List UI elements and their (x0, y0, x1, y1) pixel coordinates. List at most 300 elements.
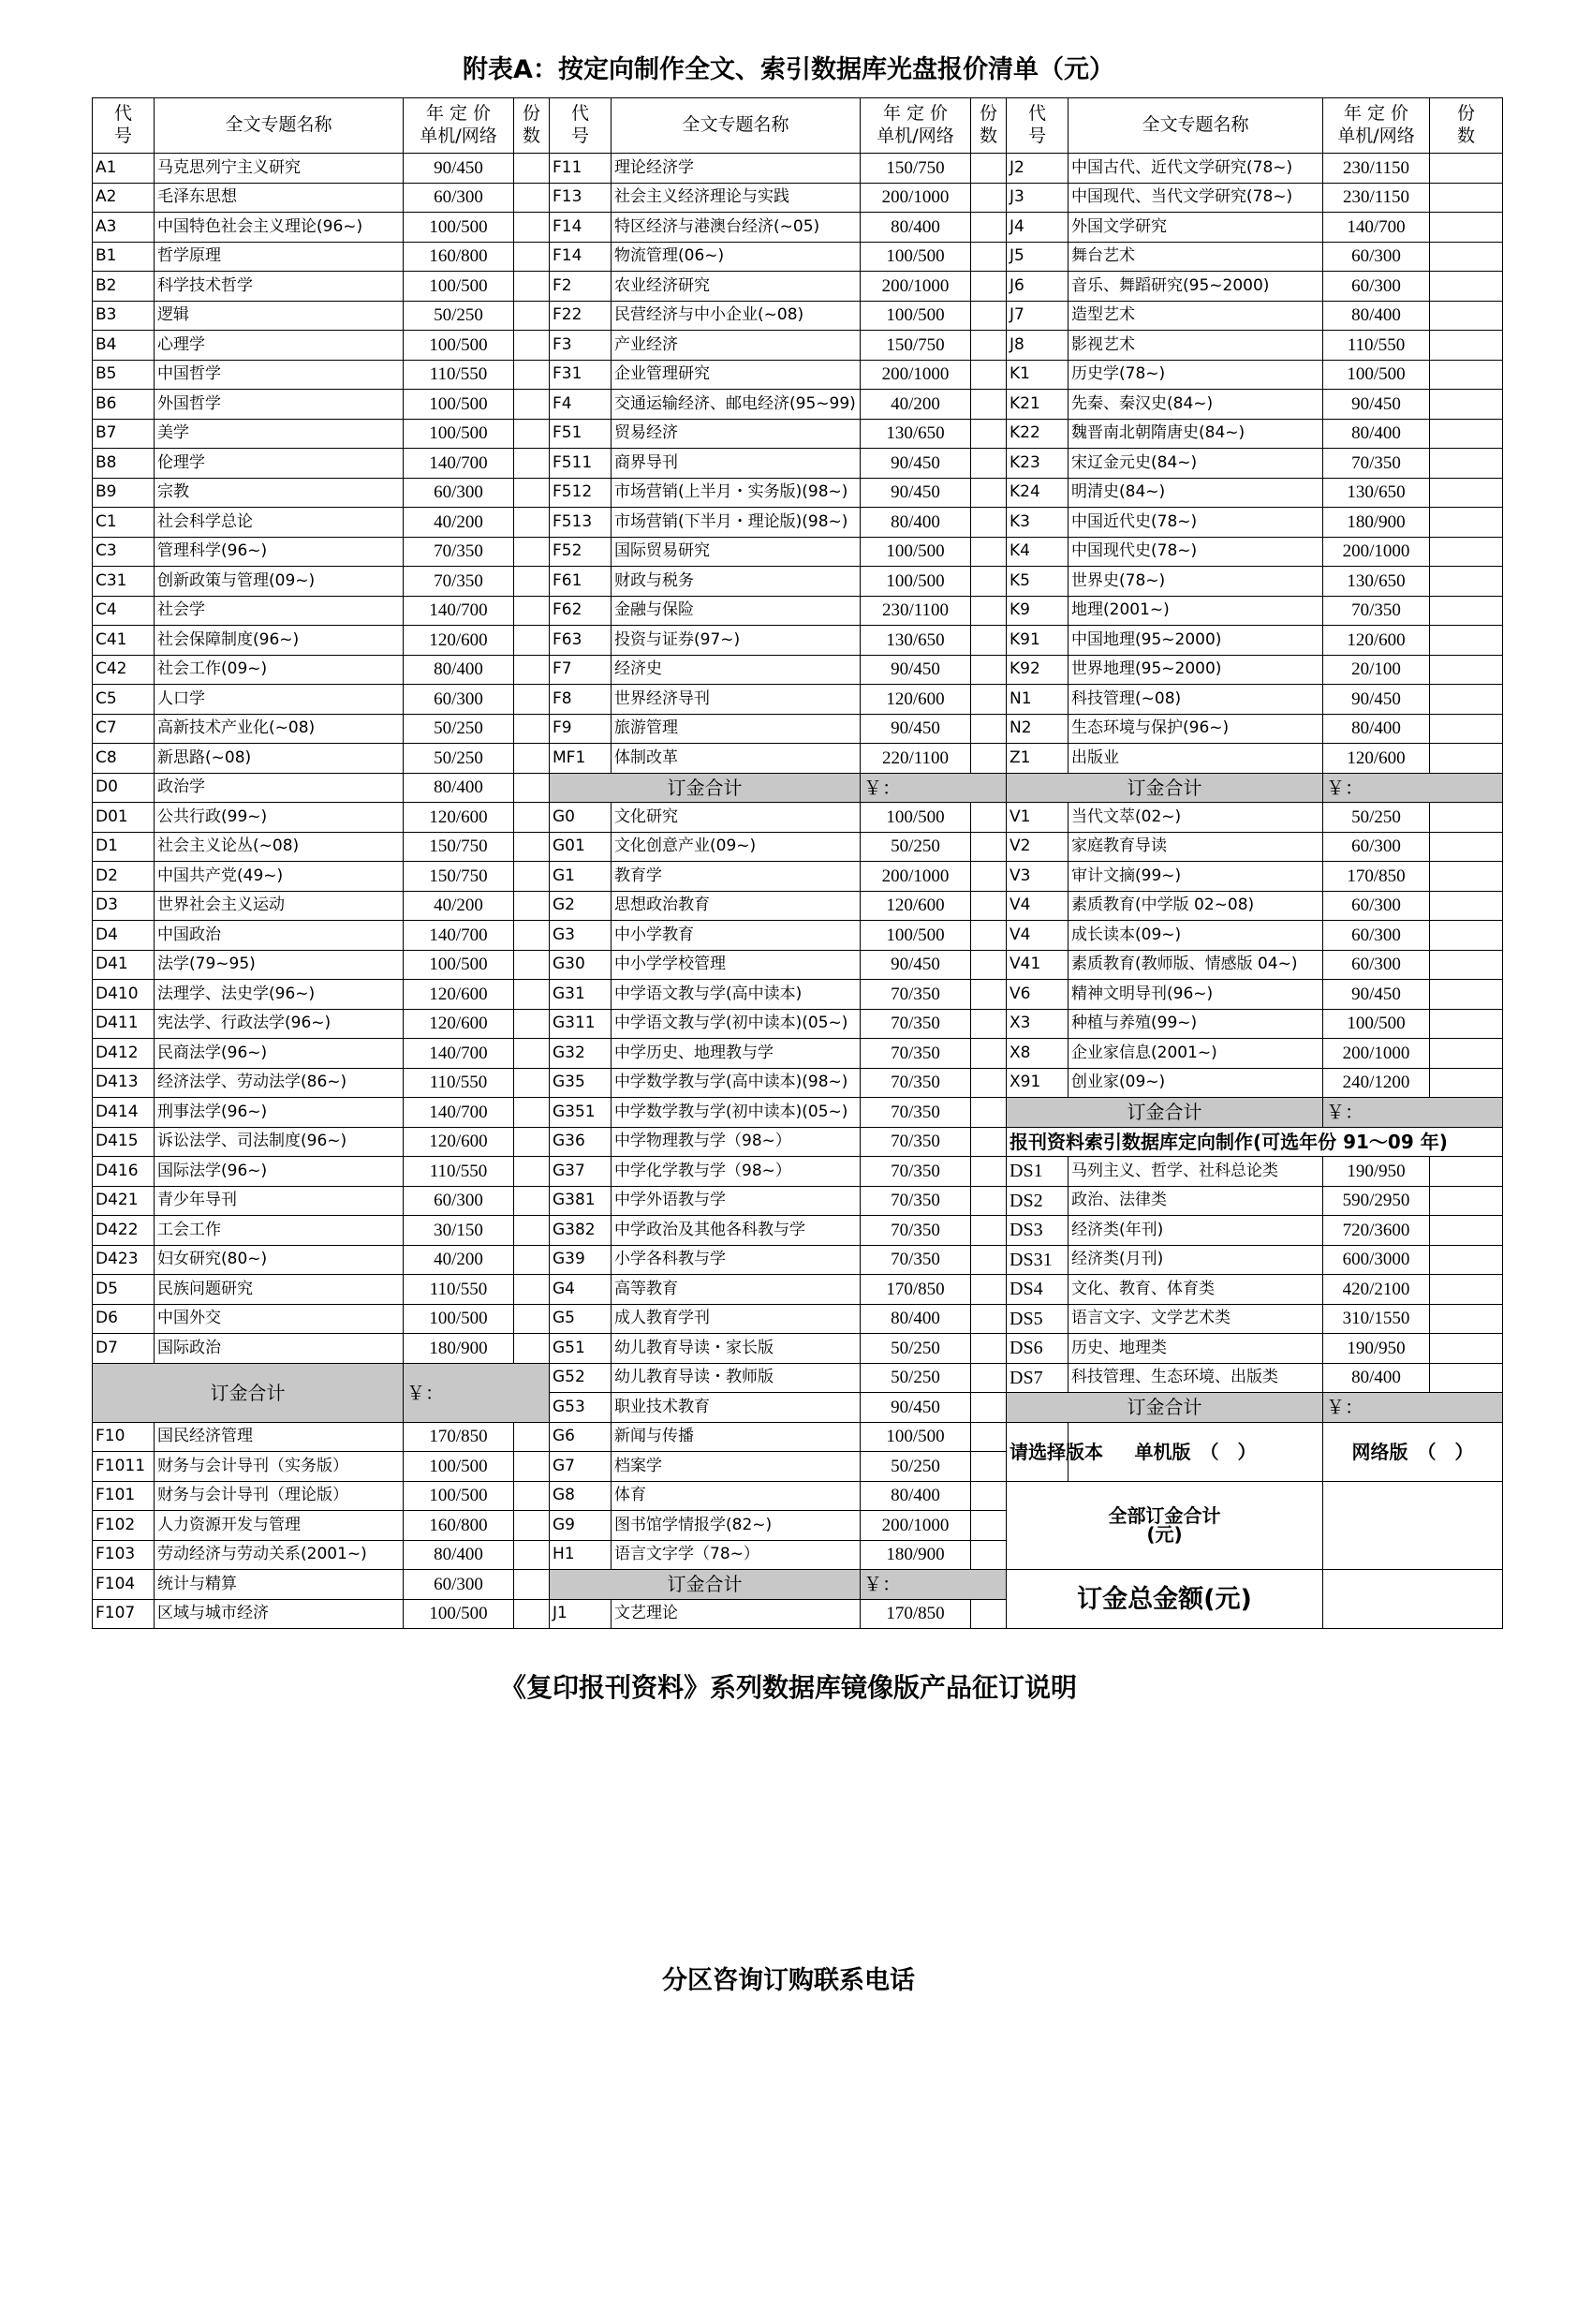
col3-code: K5 (1007, 567, 1069, 597)
col3-name: 审计文摘(99~) (1069, 862, 1323, 892)
table-row (93, 1098, 1503, 1128)
index-db-name: 语言文字、文学艺术类 (1069, 1304, 1323, 1334)
col1-price: 140/700 (404, 449, 514, 479)
all-total-label: 全部订金合计 (元) (1007, 1481, 1323, 1570)
col3-code: K9 (1007, 596, 1069, 626)
col2-qty[interactable] (971, 832, 1007, 862)
col1-qty[interactable] (514, 419, 550, 449)
col2-code: G37 (550, 1157, 612, 1187)
col3-name: 科技管理(~08) (1069, 685, 1323, 715)
col1-qty[interactable] (514, 1127, 550, 1157)
col2-qty[interactable] (971, 626, 1007, 656)
col3-price: 80/400 (1323, 714, 1430, 744)
col1-qty[interactable] (514, 803, 550, 833)
index-db-qty[interactable] (1430, 1275, 1503, 1305)
col1-qty[interactable] (514, 1599, 550, 1629)
col3-qty[interactable] (1430, 567, 1503, 597)
col1-qty[interactable] (514, 1304, 550, 1334)
col3-qty[interactable] (1430, 213, 1503, 243)
index-db-qty[interactable] (1430, 1157, 1503, 1187)
col1-code: D412 (93, 1039, 155, 1069)
col3-code: V6 (1007, 980, 1069, 1010)
col3-qty[interactable] (1430, 921, 1503, 951)
col2-price: 100/500 (861, 242, 971, 272)
index-db-qty[interactable] (1430, 1186, 1503, 1216)
col1-qty[interactable] (514, 1481, 550, 1511)
col1-name: 法学(79~95) (155, 950, 404, 980)
col3-price: 200/1000 (1323, 537, 1430, 567)
col3-price: 50/250 (1323, 803, 1430, 833)
col1-qty[interactable] (514, 832, 550, 862)
col1-code: F102 (93, 1511, 155, 1541)
col2-code: G6 (550, 1422, 612, 1452)
contact-title: 分区咨询订购联系电话 (662, 1966, 915, 1995)
col2-price: 70/350 (861, 1157, 971, 1187)
index-db-qty[interactable] (1430, 1334, 1503, 1364)
col1-qty[interactable] (514, 242, 550, 272)
col3-name: 音乐、舞蹈研究(95~2000) (1069, 272, 1323, 302)
col1-code: D2 (93, 862, 155, 892)
col2-qty[interactable] (971, 183, 1007, 213)
col2-qty[interactable] (971, 685, 1007, 715)
col1-qty[interactable] (514, 1422, 550, 1452)
col2-qty[interactable] (971, 1157, 1007, 1187)
col2-qty[interactable] (971, 1216, 1007, 1246)
table-row (93, 1481, 1503, 1511)
col1-qty[interactable] (514, 508, 550, 538)
col1-price: 70/350 (404, 567, 514, 597)
col1-qty[interactable] (514, 537, 550, 567)
col2-qty[interactable] (971, 301, 1007, 331)
col1-code: D421 (93, 1186, 155, 1216)
col1-name: 中国特色社会主义理论(96~) (155, 213, 404, 243)
col2-qty[interactable] (971, 921, 1007, 951)
col3-price: 60/300 (1323, 242, 1430, 272)
col1-code: D1 (93, 832, 155, 862)
col3-qty[interactable] (1430, 803, 1503, 833)
col1-code: D414 (93, 1098, 155, 1128)
col1-qty[interactable] (514, 478, 550, 508)
col3-subtotal-value[interactable]: ￥： (1323, 773, 1503, 803)
col2-name: 档案学 (612, 1452, 861, 1482)
col2-qty[interactable] (971, 1275, 1007, 1305)
col2-qty[interactable] (971, 1304, 1007, 1334)
col1-qty[interactable] (514, 360, 550, 390)
col3-qty[interactable] (1430, 449, 1503, 479)
index-db-code: DS2 (1007, 1186, 1069, 1216)
table-row (93, 744, 1503, 774)
col2-name: 成人教育学刊 (612, 1304, 861, 1334)
col2-name: 文化创意产业(09~) (612, 832, 861, 862)
col2-qty[interactable] (971, 596, 1007, 626)
index-db-qty[interactable] (1430, 1304, 1503, 1334)
grand-total-value[interactable] (1323, 1570, 1503, 1629)
price-table (92, 97, 1503, 1629)
col1-qty[interactable] (514, 596, 550, 626)
col3-qty[interactable] (1430, 360, 1503, 390)
col2-qty[interactable] (971, 360, 1007, 390)
index-db-qty[interactable] (1430, 1245, 1503, 1275)
col2-subtotal-value[interactable]: ￥： (861, 1570, 1007, 1600)
index-subtotal-value[interactable]: ￥： (1323, 1393, 1503, 1423)
col2-qty[interactable] (971, 331, 1007, 361)
col1-price: 120/600 (404, 1009, 514, 1039)
col1-qty[interactable] (514, 891, 550, 921)
col2-name: 贸易经济 (612, 419, 861, 449)
col3-qty[interactable] (1430, 537, 1503, 567)
col2-qty[interactable] (971, 390, 1007, 420)
col3-price: 90/450 (1323, 980, 1430, 1010)
col1-name: 财务与会计导刊（理论版） (155, 1481, 404, 1511)
col1-code: B5 (93, 360, 155, 390)
col3-qty[interactable] (1430, 891, 1503, 921)
single-version-option[interactable]: 单机版 （ ） (1069, 1422, 1323, 1481)
col2-price: 170/850 (861, 1275, 971, 1305)
col2-code: G01 (550, 832, 612, 862)
col1-price: 140/700 (404, 1098, 514, 1128)
col2-qty[interactable] (971, 1363, 1007, 1393)
col1-price: 140/700 (404, 1039, 514, 1069)
col1-qty[interactable] (514, 862, 550, 892)
col1-qty[interactable] (514, 1570, 550, 1600)
col3-qty[interactable] (1430, 301, 1503, 331)
col3-subtotal-value[interactable]: ￥： (1323, 1098, 1503, 1128)
col2-qty[interactable] (971, 744, 1007, 774)
col1-qty[interactable] (514, 921, 550, 951)
col2-name: 国际贸易研究 (612, 537, 861, 567)
col2-price: 90/450 (861, 1393, 971, 1423)
col2-qty[interactable] (971, 449, 1007, 479)
col3-qty[interactable] (1430, 950, 1503, 980)
col2-qty[interactable] (971, 1452, 1007, 1482)
col3-price: 20/100 (1323, 655, 1430, 685)
table-row (93, 449, 1503, 479)
col1-qty[interactable] (514, 655, 550, 685)
col2-qty[interactable] (971, 655, 1007, 685)
col2-qty[interactable] (971, 1511, 1007, 1541)
col1-qty[interactable] (514, 1009, 550, 1039)
col2-price: 100/500 (861, 537, 971, 567)
col2-price: 50/250 (861, 832, 971, 862)
col1-qty[interactable] (514, 980, 550, 1010)
col1-qty[interactable] (514, 1540, 550, 1570)
col2-code: G8 (550, 1481, 612, 1511)
col1-name: 社会保障制度(96~) (155, 626, 404, 656)
col3-price: 200/1000 (1323, 1039, 1430, 1069)
col3-subtotal-label: 订金合计 (1007, 1098, 1323, 1128)
col2-qty[interactable] (971, 1599, 1007, 1629)
index-db-name: 经济类(年刊) (1069, 1216, 1323, 1246)
col2-name: 金融与保险 (612, 596, 861, 626)
col2-price: 90/450 (861, 655, 971, 685)
col2-name: 体育 (612, 1481, 861, 1511)
col3-price: 60/300 (1323, 891, 1430, 921)
col3-code: X8 (1007, 1039, 1069, 1069)
index-db-name: 政治、法律类 (1069, 1186, 1323, 1216)
col2-qty[interactable] (971, 1481, 1007, 1511)
col3-qty[interactable] (1430, 744, 1503, 774)
col3-code: K1 (1007, 360, 1069, 390)
col1-qty[interactable] (514, 272, 550, 302)
col2-qty[interactable] (971, 419, 1007, 449)
col2-price: 100/500 (861, 567, 971, 597)
col1-qty[interactable] (514, 950, 550, 980)
col1-qty[interactable] (514, 1245, 550, 1275)
col1-code: D4 (93, 921, 155, 951)
col2-price: 100/500 (861, 803, 971, 833)
col1-qty[interactable] (514, 213, 550, 243)
col1-qty[interactable] (514, 626, 550, 656)
table-row (93, 1245, 1503, 1275)
col2-subtotal-value[interactable]: ￥： (861, 773, 1007, 803)
col1-qty[interactable] (514, 449, 550, 479)
col1-qty[interactable] (514, 331, 550, 361)
col2-qty[interactable] (971, 1245, 1007, 1275)
col1-code: D5 (93, 1275, 155, 1305)
index-db-code: DS3 (1007, 1216, 1069, 1246)
col1-name: 社会主义论丛(~08) (155, 832, 404, 862)
col2-qty[interactable] (971, 803, 1007, 833)
col2-qty[interactable] (971, 242, 1007, 272)
col3-code: K4 (1007, 537, 1069, 567)
col2-name: 中学历史、地理教与学 (612, 1039, 861, 1069)
col2-qty[interactable] (971, 1127, 1007, 1157)
col1-code: C1 (93, 508, 155, 538)
col1-code: B2 (93, 272, 155, 302)
col3-price: 130/650 (1323, 478, 1430, 508)
col2-price: 130/650 (861, 626, 971, 656)
col2-code: G9 (550, 1511, 612, 1541)
col2-code: G32 (550, 1039, 612, 1069)
col1-name: 科学技术哲学 (155, 272, 404, 302)
col3-qty[interactable] (1430, 272, 1503, 302)
col1-qty[interactable] (514, 1186, 550, 1216)
col2-qty[interactable] (971, 980, 1007, 1010)
header-name: 全文专题名称 (155, 98, 404, 154)
col2-code: F3 (550, 331, 612, 361)
col1-qty[interactable] (514, 567, 550, 597)
col3-qty[interactable] (1430, 626, 1503, 656)
col3-qty[interactable] (1430, 1009, 1503, 1039)
col1-price: 120/600 (404, 803, 514, 833)
table-row (93, 1422, 1503, 1452)
col3-price: 170/850 (1323, 862, 1430, 892)
col2-name: 体制改革 (612, 744, 861, 774)
col2-qty[interactable] (971, 478, 1007, 508)
col3-code: K91 (1007, 626, 1069, 656)
col1-code: D3 (93, 891, 155, 921)
col3-qty[interactable] (1430, 478, 1503, 508)
col1-price: 100/500 (404, 1452, 514, 1482)
section-title: 《复印报刊资料》系列数据库镜像版产品征订说明 (499, 1672, 1077, 1703)
col2-name: 财政与税务 (612, 567, 861, 597)
index-db-qty[interactable] (1430, 1363, 1503, 1393)
col1-price: 140/700 (404, 596, 514, 626)
table-row (93, 1009, 1503, 1039)
col3-qty[interactable] (1430, 685, 1503, 715)
col2-name: 新闻与传播 (612, 1422, 861, 1452)
col3-qty[interactable] (1430, 508, 1503, 538)
col3-qty[interactable] (1430, 714, 1503, 744)
col1-code: D423 (93, 1245, 155, 1275)
col3-code: J3 (1007, 183, 1069, 213)
col1-name: 伦理学 (155, 449, 404, 479)
col2-code: F62 (550, 596, 612, 626)
table-row (93, 714, 1503, 744)
col2-name: 商界导刊 (612, 449, 861, 479)
col2-qty[interactable] (971, 213, 1007, 243)
col3-qty[interactable] (1430, 154, 1503, 184)
col1-name: 外国哲学 (155, 390, 404, 420)
col1-price: 60/300 (404, 478, 514, 508)
table-row (93, 596, 1503, 626)
col3-qty[interactable] (1430, 331, 1503, 361)
col1-price: 100/500 (404, 950, 514, 980)
col2-code: F13 (550, 183, 612, 213)
col1-qty[interactable] (514, 1216, 550, 1246)
col1-qty[interactable] (514, 685, 550, 715)
col2-price: 90/450 (861, 449, 971, 479)
col1-qty[interactable] (514, 1098, 550, 1128)
col3-name: 世界史(78~) (1069, 567, 1323, 597)
table-row (93, 1570, 1503, 1600)
table-row (93, 773, 1503, 803)
col3-name: 中国近代史(78~) (1069, 508, 1323, 538)
table-row (93, 242, 1503, 272)
col2-qty[interactable] (971, 508, 1007, 538)
col3-code: N2 (1007, 714, 1069, 744)
col2-price: 90/450 (861, 478, 971, 508)
col1-qty[interactable] (514, 773, 550, 803)
col1-name: 刑事法学(96~) (155, 1098, 404, 1128)
col1-qty[interactable] (514, 1334, 550, 1364)
all-total-value[interactable] (1323, 1481, 1503, 1570)
col3-qty[interactable] (1430, 419, 1503, 449)
col2-price: 50/250 (861, 1363, 971, 1393)
col3-qty[interactable] (1430, 980, 1503, 1010)
col3-qty[interactable] (1430, 242, 1503, 272)
col2-qty[interactable] (971, 862, 1007, 892)
col1-name: 宪法学、行政法学(96~) (155, 1009, 404, 1039)
col3-qty[interactable] (1430, 862, 1503, 892)
col2-code: G3 (550, 921, 612, 951)
col2-qty[interactable] (971, 1422, 1007, 1452)
col1-code: B1 (93, 242, 155, 272)
col1-price: 80/400 (404, 1540, 514, 1570)
col1-subtotal-value[interactable]: ￥： (404, 1363, 550, 1422)
network-version-option[interactable]: 网络版 （ ） (1323, 1422, 1503, 1481)
col2-code: G36 (550, 1127, 612, 1157)
version-label: 请选择版本 (1007, 1422, 1069, 1481)
col1-qty[interactable] (514, 1452, 550, 1482)
col3-qty[interactable] (1430, 1068, 1503, 1098)
col1-qty[interactable] (514, 1157, 550, 1187)
col2-qty[interactable] (971, 1393, 1007, 1423)
col3-qty[interactable] (1430, 183, 1503, 213)
col1-code: D410 (93, 980, 155, 1010)
col2-price: 70/350 (861, 1186, 971, 1216)
col2-qty[interactable] (971, 567, 1007, 597)
col3-qty[interactable] (1430, 390, 1503, 420)
col2-qty[interactable] (971, 272, 1007, 302)
col1-price: 30/150 (404, 1216, 514, 1246)
col2-qty[interactable] (971, 891, 1007, 921)
col2-qty[interactable] (971, 1186, 1007, 1216)
col1-code: D41 (93, 950, 155, 980)
col1-qty[interactable] (514, 744, 550, 774)
col1-qty[interactable] (514, 1511, 550, 1541)
col3-price: 70/350 (1323, 596, 1430, 626)
col1-price: 110/550 (404, 360, 514, 390)
col2-qty[interactable] (971, 154, 1007, 184)
col2-name: 幼儿教育导读・教师版 (612, 1363, 861, 1393)
col2-qty[interactable] (971, 1540, 1007, 1570)
index-db-price: 80/400 (1323, 1363, 1430, 1393)
col2-price: 150/750 (861, 154, 971, 184)
col1-qty[interactable] (514, 390, 550, 420)
col2-qty[interactable] (971, 950, 1007, 980)
col1-code: B3 (93, 301, 155, 331)
page-title: 附表A：按定向制作全文、索引数据库光盘报价清单（元） (463, 55, 1114, 84)
col1-name: 中国哲学 (155, 360, 404, 390)
col2-price: 70/350 (861, 1009, 971, 1039)
col3-code: V4 (1007, 891, 1069, 921)
col2-qty[interactable] (971, 537, 1007, 567)
col2-qty[interactable] (971, 1068, 1007, 1098)
col3-price: 70/350 (1323, 449, 1430, 479)
col2-qty[interactable] (971, 1039, 1007, 1069)
col2-price: 70/350 (861, 1039, 971, 1069)
col3-price: 60/300 (1323, 272, 1430, 302)
col1-code: C4 (93, 596, 155, 626)
col3-qty[interactable] (1430, 832, 1503, 862)
col1-qty[interactable] (514, 154, 550, 184)
table-row (93, 626, 1503, 656)
col3-name: 生态环境与保护(96~) (1069, 714, 1323, 744)
col1-qty[interactable] (514, 1068, 550, 1098)
col3-qty[interactable] (1430, 1039, 1503, 1069)
col2-code: G30 (550, 950, 612, 980)
col3-name: 中国古代、近代文学研究(78~) (1069, 154, 1323, 184)
col3-price: 230/1150 (1323, 154, 1430, 184)
col1-qty[interactable] (514, 301, 550, 331)
col1-qty[interactable] (514, 183, 550, 213)
col3-qty[interactable] (1430, 655, 1503, 685)
col3-name: 企业家信息(2001~) (1069, 1039, 1323, 1069)
col3-qty[interactable] (1430, 596, 1503, 626)
col2-name: 世界经济导刊 (612, 685, 861, 715)
col1-price: 80/400 (404, 773, 514, 803)
col1-qty[interactable] (514, 1275, 550, 1305)
index-db-code: DS4 (1007, 1275, 1069, 1305)
col3-name: 造型艺术 (1069, 301, 1323, 331)
index-db-qty[interactable] (1430, 1216, 1503, 1246)
col2-price: 80/400 (861, 508, 971, 538)
col2-qty[interactable] (971, 1009, 1007, 1039)
col1-qty[interactable] (514, 1039, 550, 1069)
col2-qty[interactable] (971, 714, 1007, 744)
col1-name: 财务与会计导刊（实务版） (155, 1452, 404, 1482)
col2-qty[interactable] (971, 1334, 1007, 1364)
col2-price: 80/400 (861, 1481, 971, 1511)
col2-price: 100/500 (861, 1422, 971, 1452)
table-row (93, 508, 1503, 538)
col2-code: G39 (550, 1245, 612, 1275)
col3-name: 精神文明导刊(96~) (1069, 980, 1323, 1010)
col2-qty[interactable] (971, 1098, 1007, 1128)
col1-qty[interactable] (514, 714, 550, 744)
col3-code: J2 (1007, 154, 1069, 184)
